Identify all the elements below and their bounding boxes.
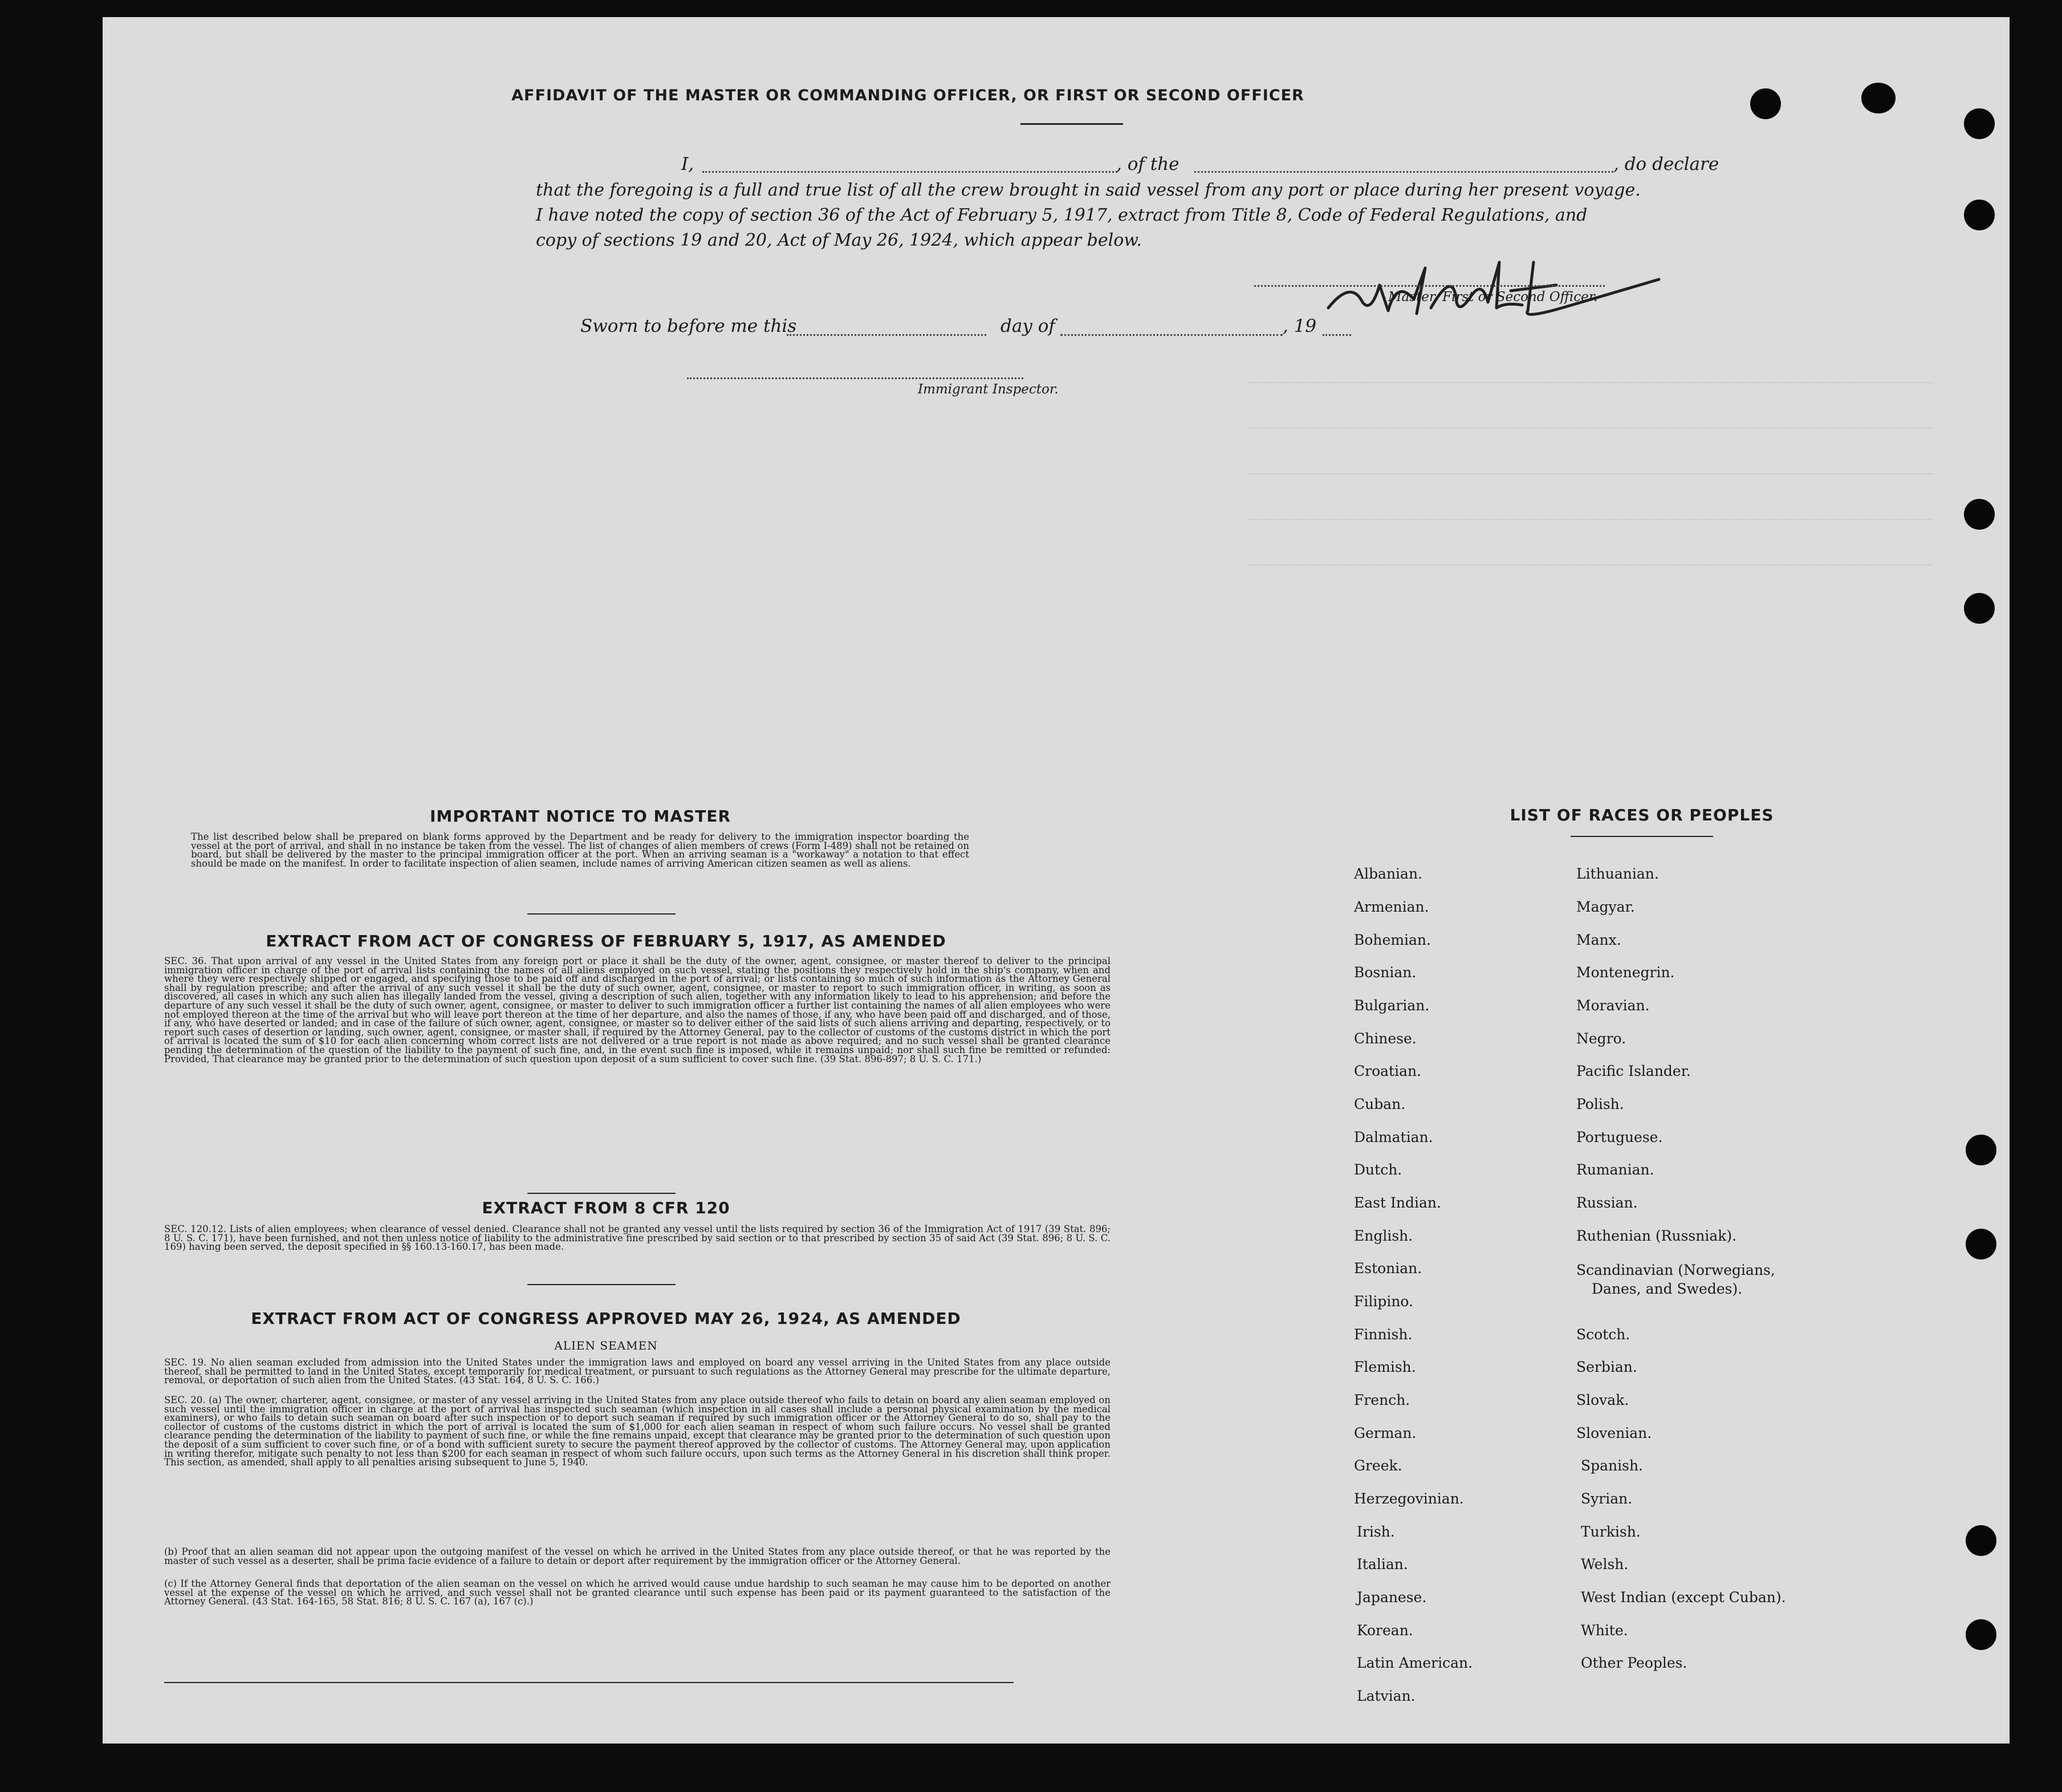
extract-cfr-title: EXTRACT FROM 8 CFR 120 xyxy=(482,1198,730,1217)
document-page xyxy=(103,17,2010,1744)
race-item: Filipino. xyxy=(1354,1293,1413,1310)
race-item: Magyar. xyxy=(1576,899,1635,915)
notice-title: IMPORTANT NOTICE TO MASTER xyxy=(429,807,731,826)
race-item: Syrian. xyxy=(1581,1490,1633,1507)
race-item: Armenian. xyxy=(1354,899,1429,915)
affidavit-title: AFFIDAVIT OF THE MASTER OR COMMANDING OFFICER, OR FIRST OR SECOND OFFICER xyxy=(511,87,1304,104)
sworn-year: , 19 xyxy=(1283,316,1317,336)
name-blank[interactable] xyxy=(702,171,1117,173)
race-item: Albanian. xyxy=(1354,865,1423,882)
race-item: East Indian. xyxy=(1354,1194,1441,1211)
affidavit-line2: that the foregoing is a full and true list of all the crew brought in said vessel from any port or place during her present voyage. xyxy=(536,180,1641,200)
sworn-day-of: day of xyxy=(1001,316,1055,336)
affidavit-line1-declare: , do declare xyxy=(1613,154,1719,174)
vessel-blank[interactable] xyxy=(1194,171,1613,173)
race-item: French. xyxy=(1354,1392,1410,1408)
race-item: Spanish. xyxy=(1581,1457,1644,1474)
sworn-day-blank[interactable] xyxy=(787,334,986,336)
extract-1924-title: EXTRACT FROM ACT OF CONGRESS APPROVED MAY 26, 1924, AS AMENDED xyxy=(251,1309,961,1328)
punch-hole xyxy=(1861,83,1896,113)
race-item: Pacific Islander. xyxy=(1576,1063,1691,1079)
race-item: Moravian. xyxy=(1576,997,1650,1014)
race-item: Montenegrin. xyxy=(1576,964,1675,981)
race-item: Russian. xyxy=(1576,1194,1638,1211)
race-item: English. xyxy=(1354,1228,1413,1244)
race-item: Slovak. xyxy=(1576,1392,1629,1408)
race-item: Bulgarian. xyxy=(1354,997,1430,1014)
race-item: German. xyxy=(1354,1425,1417,1441)
race-item: Herzegovinian. xyxy=(1354,1490,1464,1507)
race-item: Dutch. xyxy=(1354,1161,1402,1178)
punch-hole xyxy=(1964,108,1995,139)
punch-hole xyxy=(1966,1229,1996,1259)
extract-cfr-text: SEC. 120.12. Lists of alien employees; when clearance of vessel denied. Clearance shall not be granted any vessel until the lists required by section 36 of the Immigration Act of 1917 (39 Stat. 896; 8 U. S. C. 171), have been furnished, and not then unless notice of liability to the administrative fine prescribed by said section or to that prescribed by section 35 of said Act (39 Stat. 896; 8 U. S. C. 169) having been served, the deposit specified in §§ 160.13-160.17, has been made. xyxy=(164,1224,1111,1253)
extract-1917-text: SEC. 36. That upon arrival of any vessel in the United States from any foreign port or place it shall be the duty of the owner, agent, consignee, or master thereof to deliver to the principal immigration officer in charge of the port of arrival lists containing the names of all aliens employed on such vessel, stating the positions they respectively hold in the ship's company, when and where they were respectively shipped or engaged, and specifying those to be paid off and discharged in the port of arrival; or lists containing so much of such information as the Attorney General shall by regulation prescribe; and after the arrival of any such vessel it shall be the duty of such owner, agent, consignee, or master to report to such immigration officer, in writing, as soon as discovered, all cases in which any such alien has illegally landed from the vessel, giving a description of such alien, together with any information likely to lead to his apprehension; and before the departure of any such vessel it shall be the duty of such owner, agent, consignee, or master to deliver to such immigration officer a further list containing the names of all alien employees who were not employed thereon at the time of the arrival but who will leave port thereon at the time of her departure, and also the names of those, if any, who have been paid off and discharged, and of those, if any, who have deserted or landed; and in case of the failure of such owner, agent, consignee, or master so to deliver either of the said lists of such aliens arriving and departing, respectively, or to report such cases of desertion or landing, such owner, agent, consignee, or master shall, if required by the Attorney General, pay to the collector of customs of the customs district in which the port of arrival is located the sum of $10 for each alien concerning whom correct lists are not delivered or a true report is not made as above required; and no such vessel shall be granted clearance pending the determination of the question of the liability to the payment of such fine, and, in the event such fine is imposed, while it remains unpaid; nor shall such fine be remitted or refunded: Provided, That clearance may be granted prior to the determination of such question upon deposit of a sum sufficient to cover such fine. (39 Stat. 896-897; 8 U. S. C. 171.) xyxy=(164,956,1111,1064)
inspector-blank[interactable] xyxy=(687,377,1023,379)
race-item: Flemish. xyxy=(1354,1359,1416,1375)
sworn-year-blank[interactable] xyxy=(1323,334,1351,336)
race-item: Cuban. xyxy=(1354,1096,1406,1112)
race-item: Korean. xyxy=(1357,1622,1413,1639)
punch-hole xyxy=(1966,1525,1996,1556)
race-item: Finnish. xyxy=(1354,1326,1413,1343)
race-item: Scandinavian (Norwegians, xyxy=(1576,1262,1775,1278)
handwritten-signature xyxy=(1317,245,1716,331)
sworn-month-blank[interactable] xyxy=(1060,334,1283,336)
race-item: Turkish. xyxy=(1581,1523,1641,1540)
race-item: Scotch. xyxy=(1576,1326,1630,1343)
affidavit-line3: I have noted the copy of section 36 of the Act of February 5, 1917, extract from Title 8, Code of Federal Regulations, and xyxy=(536,205,1588,225)
race-item: Lithuanian. xyxy=(1576,865,1659,882)
race-item: Chinese. xyxy=(1354,1030,1417,1047)
race-item: Dalmatian. xyxy=(1354,1129,1433,1145)
affidavit-line1-of-the: , of the xyxy=(1116,154,1180,174)
race-item: Danes, and Swedes). xyxy=(1592,1281,1743,1297)
title-underline xyxy=(1020,123,1123,125)
signature-label: Master, First or Second Officer. xyxy=(1388,290,1598,304)
punch-hole xyxy=(1964,499,1995,530)
section-20b-text: (b) Proof that an alien seaman did not appear upon the outgoing manifest of the vessel on which he arrived in the United States from any place outside thereof, or that he was reported by the master of such vessel as a deserter, shall be prima facie evidence of a failure to detain or deport after requirement by the immigration officer or the Attorney General. xyxy=(164,1546,1111,1566)
extract-1917-title: EXTRACT FROM ACT OF CONGRESS OF FEBRUARY 5, 1917, AS AMENDED xyxy=(266,932,946,950)
alien-seamen-subtitle: ALIEN SEAMEN xyxy=(554,1339,658,1352)
punch-hole xyxy=(1964,200,1995,230)
race-item: Serbian. xyxy=(1576,1359,1637,1375)
race-item: Latvian. xyxy=(1357,1688,1416,1704)
race-item: Portuguese. xyxy=(1576,1129,1663,1145)
race-item: Irish. xyxy=(1357,1523,1395,1540)
signature-blank[interactable] xyxy=(1254,285,1605,287)
race-item: Latin American. xyxy=(1357,1655,1473,1671)
affidavit-line4: copy of sections 19 and 20, Act of May 26, 1924, which appear below. xyxy=(536,230,1142,250)
race-item: Japanese. xyxy=(1357,1589,1427,1606)
section-20c-text: (c) If the Attorney General finds that deportation of the alien seaman on the vessel on which he arrived would cause undue hardship to such seaman he may cause him to be deported on another vessel at the expense of the vessel on which he arrived, and such vessel shall not be granted clearance until such expense has been paid or its payment guaranteed to the satisfaction of the Attorney General. (43 Stat. 164-165, 58 Stat. 816; 8 U. S. C. 167 (a), 167 (c).) xyxy=(164,1578,1111,1607)
section-19-text: SEC. 19. No alien seaman excluded from admission into the United States under the immigration laws and employed on board any vessel arriving in the United States from any place outside thereof, shall be permitted to land in the United States, except temporarily for medical treatment, or pursuant to such regulations as the Attorney General may prescribe for the ultimate departure, removal, or deportation of such alien from the United States. (43 Stat. 164, 8 U. S. C. 166.) xyxy=(164,1357,1111,1386)
race-item: Negro. xyxy=(1576,1030,1626,1047)
race-item: West Indian (except Cuban). xyxy=(1581,1589,1786,1606)
race-item: White. xyxy=(1581,1622,1628,1639)
inspector-label: Immigrant Inspector. xyxy=(918,382,1059,397)
race-item: Croatian. xyxy=(1354,1063,1422,1079)
punch-hole xyxy=(1964,593,1995,624)
race-item: Greek. xyxy=(1354,1457,1402,1474)
race-item: Italian. xyxy=(1357,1556,1408,1572)
race-item: Welsh. xyxy=(1581,1556,1629,1572)
race-item: Estonian. xyxy=(1354,1260,1422,1277)
punch-hole xyxy=(1966,1619,1996,1650)
section-20a-text: SEC. 20. (a) The owner, charterer, agent, consignee, or master of any vessel arriving in the United States from any place outside thereof who fails to detain on board any alien seaman employed on such vessel until the immigration officer in charge at the port of arrival has inspected such seaman (which inspection in all cases shall include a personal physical examination by the medical examiners), or who fails to detain such seaman on board after such inspection or to deport such seaman if required by such immigration officer or the Attorney General to do so, shall pay to the collector of customs of the customs district in which the port of arrival is located the sum of $1,000 for each alien seaman in respect of whom such failure occurs. No vessel shall be granted clearance pending the determination of the liability to payment of such fine, or while the fine remains unpaid, except that clearance may be granted prior to the determination of such question upon the deposit of a sum sufficient to cover such fine, or of a bond with sufficient surety to secure the payment thereof approved by the collector of customs. The Attorney General may, upon application in writing therefor, mitigate such penalty to not less than $200 for each seaman in respect of whom such failure occurs, upon such terms as the Attorney General in his discretion shall think proper. This section, as amended, shall apply to all penalties arising subsequent to June 5, 1940. xyxy=(164,1395,1111,1468)
races-title: LIST OF RACES OR PEOPLES xyxy=(1510,806,1774,824)
races-title-underline xyxy=(1571,836,1713,837)
race-item: Rumanian. xyxy=(1576,1161,1654,1178)
race-item: Other Peoples. xyxy=(1581,1655,1687,1671)
race-item: Manx. xyxy=(1576,932,1621,948)
punch-hole xyxy=(1966,1135,1996,1165)
section-divider xyxy=(527,1193,676,1194)
race-item: Ruthenian (Russniak). xyxy=(1576,1228,1737,1244)
sworn-prefix: Sworn to before me this xyxy=(580,316,797,336)
bleed-through-marks xyxy=(1248,382,1933,1522)
race-item: Bohemian. xyxy=(1354,932,1431,948)
bottom-rule xyxy=(164,1682,1014,1683)
affidavit-line1-i: I, xyxy=(681,154,694,174)
section-divider xyxy=(527,913,676,915)
section-divider xyxy=(527,1284,676,1285)
notice-text: The list described below shall be prepared on blank forms approved by the Department and be ready for delivery to the immigration inspector boarding the vessel at the port of arrival, and shall in no instance be taken from the vessel. The list of changes of alien members of crews (Form I-489) shall not be retained on board, but shall be delivered by the master to the principal immigration officer at the port. When an arriving seaman is a "workaway" a notation to that effect should be made on the manifest. In order to facilitate inspection of alien seamen, include names of arriving American citizen seamen as well as aliens. xyxy=(191,831,969,869)
punch-hole xyxy=(1750,88,1781,119)
race-item: Polish. xyxy=(1576,1096,1624,1112)
race-item: Bosnian. xyxy=(1354,964,1417,981)
race-item: Slovenian. xyxy=(1576,1425,1652,1441)
